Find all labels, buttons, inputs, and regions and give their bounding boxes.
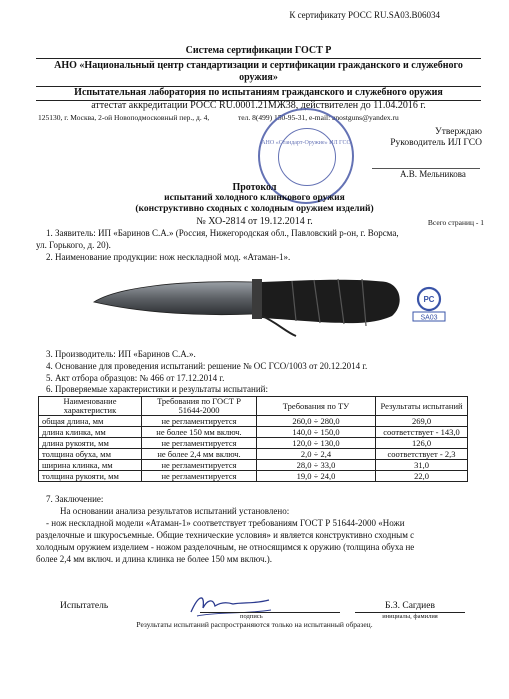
table-header-row: [39, 397, 468, 416]
conclusion-title: 7. Заключение:: [46, 494, 104, 504]
table-cell: не более 150 мм включ.: [142, 427, 257, 438]
protocol-title: Протокол: [232, 182, 277, 193]
approve-label: Утверждаю: [435, 127, 482, 137]
column-header: Наименование характеристик: [39, 397, 142, 416]
table-cell: толщина рукояти, мм: [39, 471, 142, 482]
product-name: 2. Наименование продукции: нож нескладной мод. «Атаман-1».: [46, 252, 291, 262]
address: 125130, г. Москва, 2-ой Новоподмосковный пер., д. 4,: [38, 113, 210, 122]
basis: 4. Основание для проведения испытаний: решение № ОС ГСО/1003 от 20.12.2014 г.: [46, 361, 368, 371]
table-cell: длина рукояти, мм: [39, 438, 142, 449]
approve-name: А.В. Мельникова: [400, 169, 466, 179]
table-cell: 2,0 ÷ 2,4: [257, 449, 376, 460]
table-cell: соответствует - 2,3: [376, 449, 468, 460]
table-cell: не регламентируется: [142, 438, 257, 449]
table-cell: длина клинка, мм: [39, 427, 142, 438]
sign-caption: подпись: [240, 613, 263, 620]
table-cell: толщина обуха, мм: [39, 449, 142, 460]
stamp-text: АНО «Стандарт-Оружие» ИЛ ГСО: [261, 140, 351, 146]
characteristics-table: [38, 396, 468, 482]
table-cell: 260,0 ÷ 280,0: [257, 416, 376, 427]
footer-note: Результаты испытаний распространяются только на испытанный образец.: [136, 620, 373, 629]
tester-role: Испытатель: [60, 601, 109, 611]
table-cell: не регламентируется: [142, 460, 257, 471]
accreditation: аттестат аккредитации РОСС RU.0001.21МЖ38, действителен до 11.04.2016 г.: [91, 100, 426, 111]
name-caption: инициалы, фамилия: [382, 613, 438, 620]
conclusion-intro: На основании анализа результатов испытаний установлено:: [60, 506, 290, 516]
table-cell: 120,0 ÷ 130,0: [257, 438, 376, 449]
table-row: [39, 471, 468, 482]
table-cell: 126,0: [376, 438, 468, 449]
table-cell: 140,0 ÷ 150,0: [257, 427, 376, 438]
protocol-line1: испытаний холодного клинкового оружия: [164, 193, 345, 203]
applicant-line2: ул. Горького, д. 20).: [36, 240, 111, 250]
organization-name: АНО «Национальный центр стандартизации и сертификации гражданского и служебного оружия»: [54, 60, 463, 83]
table-cell: ширина клинка, мм: [39, 460, 142, 471]
table-cell: не регламентируется: [142, 416, 257, 427]
table-row: [39, 438, 468, 449]
conclusion-text-4: более 2,4 мм включ. и длина клинка не более 150 мм включ.).: [36, 554, 273, 564]
column-header: Требования по ТУ: [257, 397, 376, 416]
table-cell: общая длина, мм: [39, 416, 142, 427]
logo-mark: РС: [423, 295, 435, 304]
table-cell: 22,0: [376, 471, 468, 482]
table-row: [39, 427, 468, 438]
table-row: [39, 460, 468, 471]
column-header: Требования по ГОСТ Р 51644-2000: [142, 397, 257, 416]
knife-photo: [86, 266, 406, 342]
characteristics-heading: 6. Проверяемые характеристики и результаты испытаний:: [46, 384, 268, 394]
table-cell: 31,0: [376, 460, 468, 471]
contacts: тел. 8(499) 150-95-31, e-mail: anostguns@yandex.ru: [238, 113, 399, 122]
table-cell: не более 2,4 мм включ.: [142, 449, 257, 460]
table-row: [39, 449, 468, 460]
conclusion-text-1: - нож нескладной модели «Атаман-1» соответствует требованиям ГОСТ Р 51644-2000 «Ножи: [46, 518, 405, 528]
table-cell: соответствует - 143,0: [376, 427, 468, 438]
logo-code: SA03: [420, 314, 438, 322]
certificate-reference: К сертификату РОСС RU.SA03.B06034: [289, 10, 440, 20]
conclusion-text-3: холодным оружием изделием - ножом разделочным, не относящимся к оружию (толщина обуха не: [36, 542, 415, 552]
applicant-line1: 1. Заявитель: ИП «Баринов С.А.» (Россия, Нижегородская обл., Павловский р-он, г. Ворсма,: [46, 228, 399, 238]
table-cell: 28,0 ÷ 33,0: [257, 460, 376, 471]
protocol-number: № ХО-2814 от 19.12.2014 г.: [196, 216, 313, 227]
divider: [36, 58, 481, 59]
protocol-line2: (конструктивно сходных с холодным оружием изделий): [135, 204, 374, 214]
column-header: Результаты испытаний: [376, 397, 468, 416]
sign-line: [200, 612, 340, 613]
lab-title: Испытательная лаборатория по испытаниям гражданского и служебного оружия: [74, 87, 443, 98]
table-row: [39, 416, 468, 427]
pages-count: Всего страниц - 1: [427, 218, 484, 227]
sampling-act: 5. Акт отбора образцов: № 466 от 17.12.2014 г.: [46, 373, 225, 383]
table-cell: 19,0 ÷ 24,0: [257, 471, 376, 482]
manufacturer: 3. Производитель: ИП «Баринов С.А.».: [46, 349, 196, 359]
approve-role: Руководитель ИЛ ГСО: [390, 138, 482, 148]
certification-logo: [409, 283, 449, 323]
system-title: Система сертификации ГОСТ Р: [185, 45, 332, 56]
conclusion-text-2: разделочные и шкуросъемные. Общие технические условия» и является конструктивно сходным с: [36, 530, 415, 540]
table-cell: не регламентируется: [142, 471, 257, 482]
table-cell: 269,0: [376, 416, 468, 427]
tester-name: Б.З. Сагдиев: [385, 601, 435, 611]
